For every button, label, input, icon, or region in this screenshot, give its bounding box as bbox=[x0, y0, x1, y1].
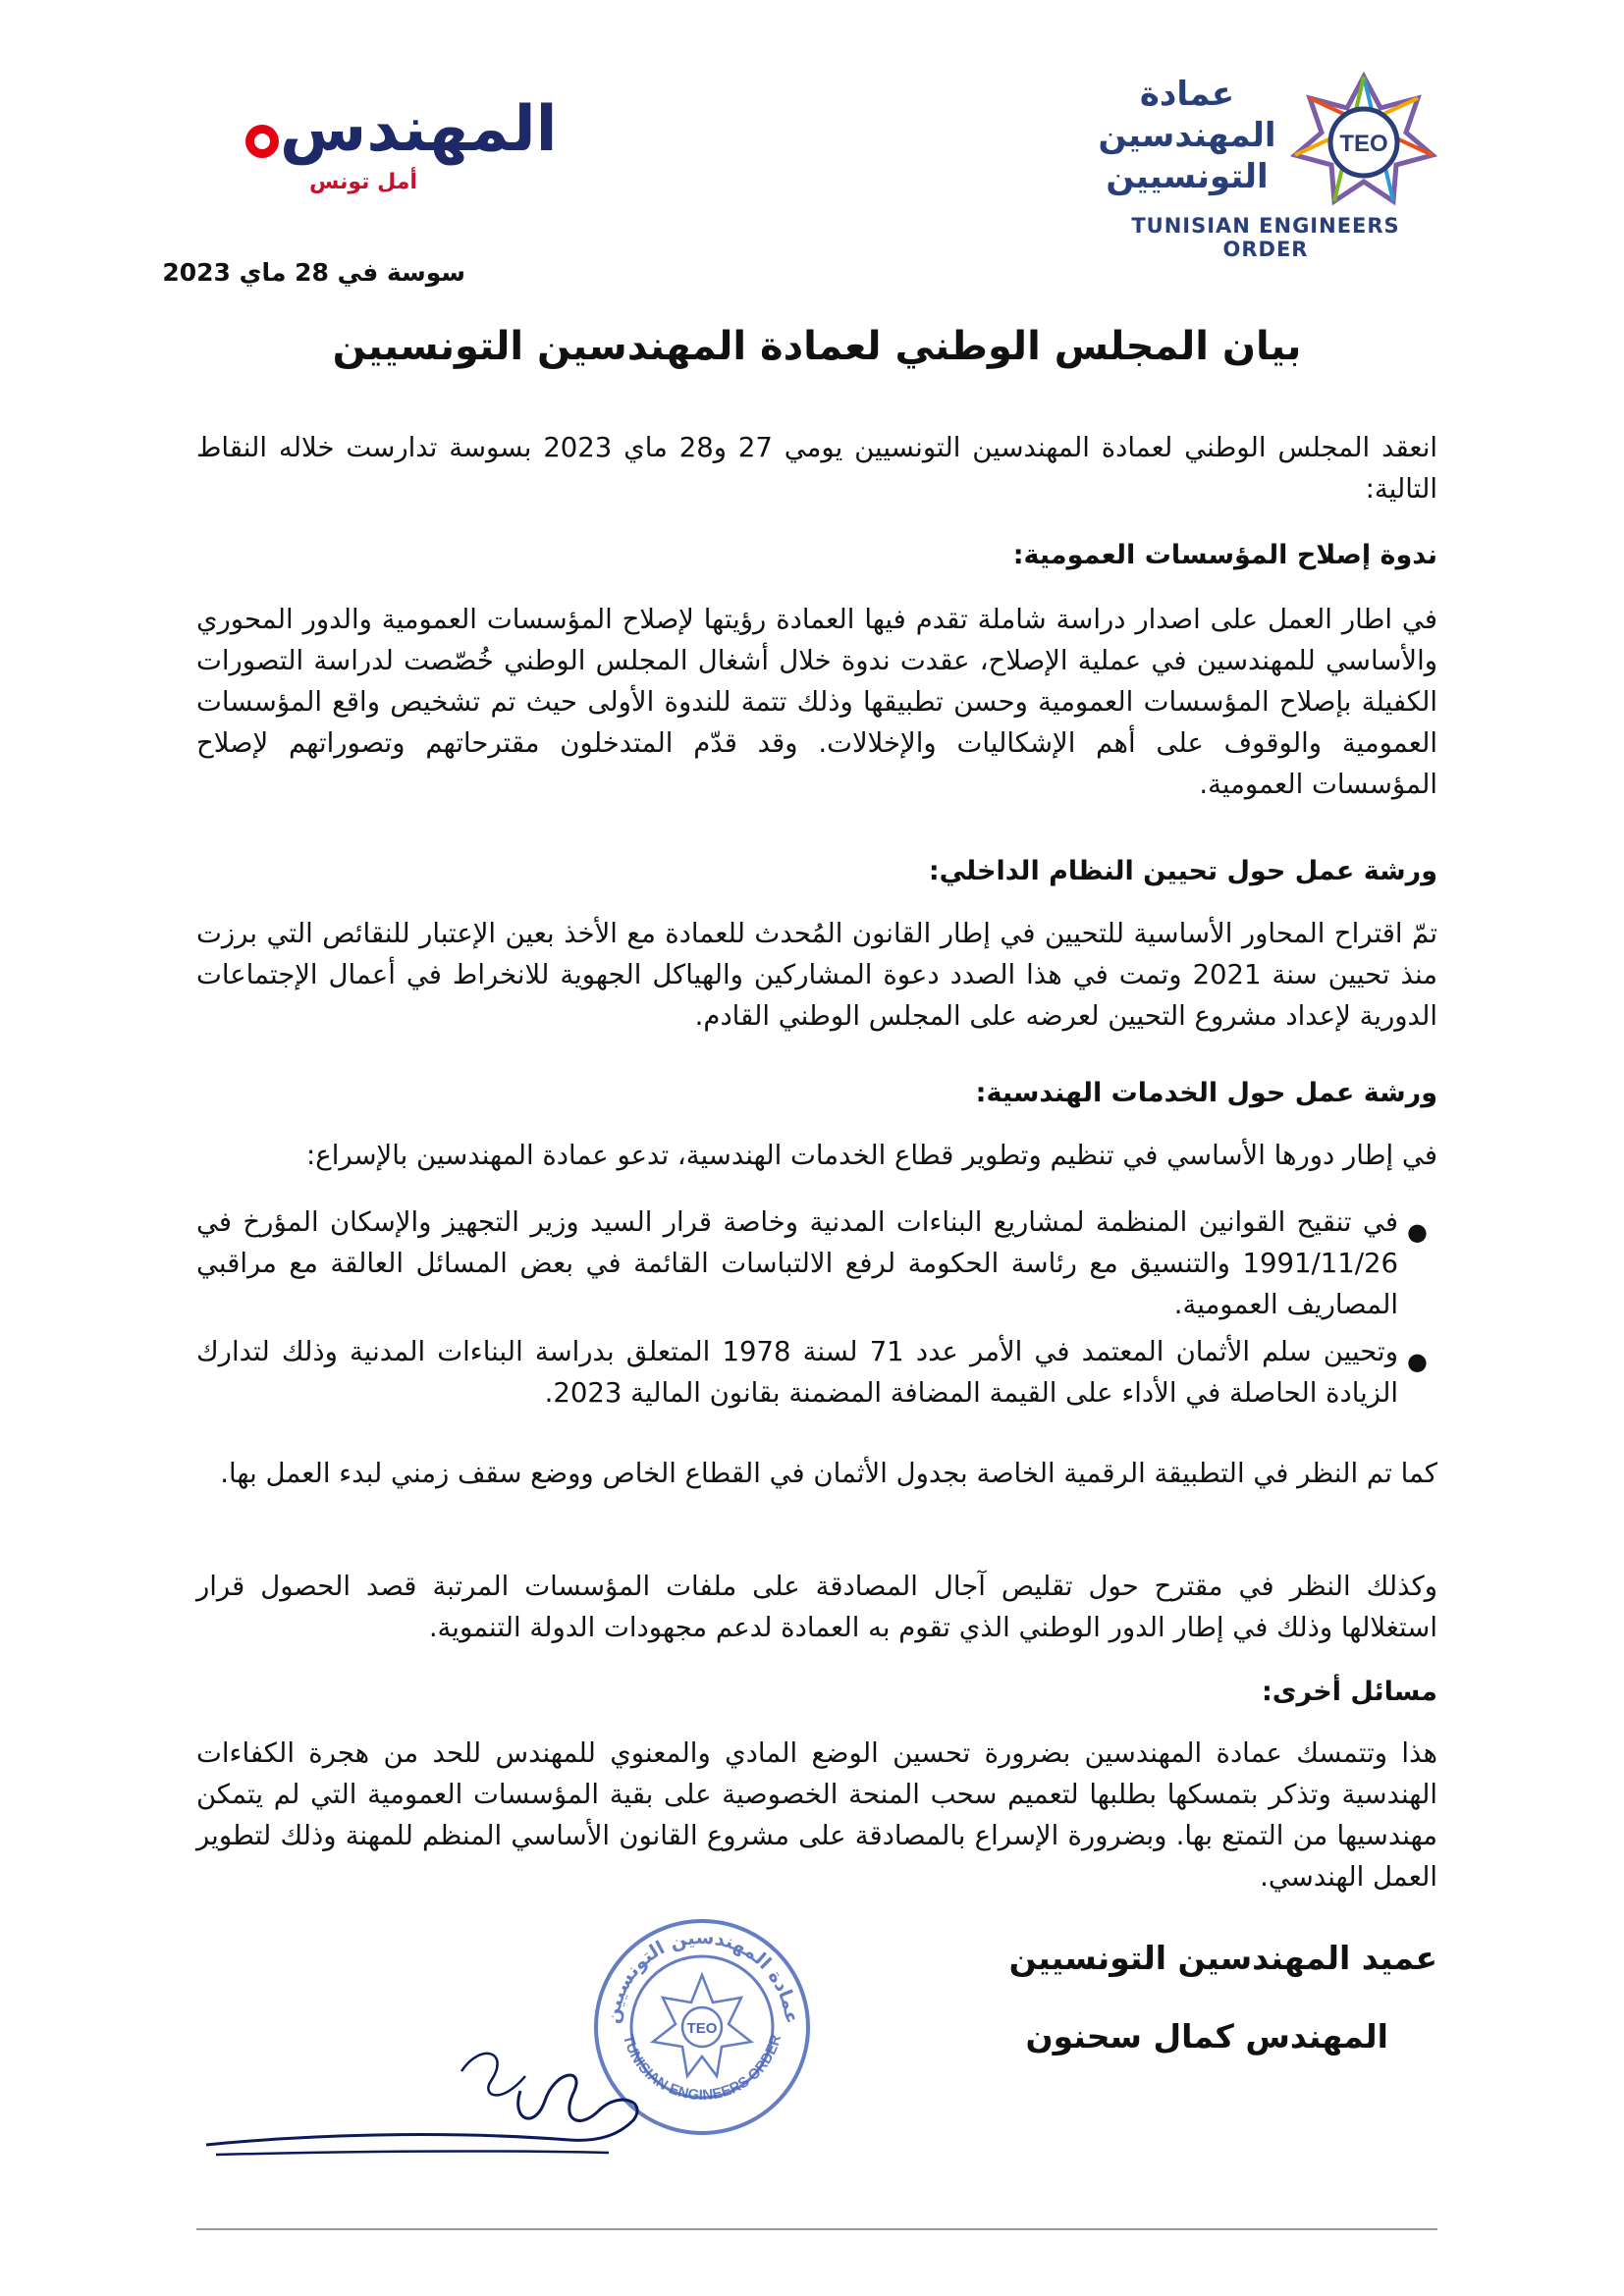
party-logo bbox=[241, 93, 558, 211]
section-heading-other-matters: مسائل أخرى: bbox=[1261, 1677, 1437, 1707]
document-title: بيان المجلس الوطني لعمادة المهندسين التونسيين bbox=[332, 324, 1302, 369]
teo-star-icon bbox=[1290, 69, 1437, 216]
teo-arabic-line1: عمادة bbox=[1139, 75, 1235, 114]
tunisia-flag-icon bbox=[245, 125, 279, 158]
list-item-text: في تنقيح القوانين المنظمة لمشاريع البناءات المدنية وخاصة قرار السيد وزير التجهيز والإسكان المؤرخ في 1991/11/26 والتنسيق مع رئاسة الحكومة لرفع الالتباسات القائمة في بعض المسائل العالقة مع مراقبي المصاريف العمومية. bbox=[196, 1206, 1398, 1320]
section-heading-public-enterprises: ندوة إصلاح المؤسسات العمومية: bbox=[1012, 540, 1437, 570]
teo-arabic-line2: المهندسين bbox=[1098, 116, 1276, 155]
teo-logo bbox=[1094, 59, 1437, 261]
signatory-name: المهندس كمال سحنون bbox=[1025, 2017, 1388, 2056]
section-text-internal-rules: تمّ اقتراح المحاور الأساسية للتحيين في إطار القانون المُحدث للعمادة مع الأخذ بعين الإعتبار للنقائص التي برزت منذ تحيين سنة 2021 وتمت في هذا الصدد دعوة المشاركين والهياكل الجهوية للانخراط في أعمال الإجتماعات الدورية لإعداد مشروع التحيين لعرضه على المجلس الوطني القادم. bbox=[196, 918, 1437, 1032]
party-name: المهندس bbox=[280, 93, 558, 166]
handwritten-signature bbox=[187, 1973, 677, 2169]
section-text-other-matters: هذا وتتمسك عمادة المهندسين بضرورة تحسين الوضع المادي والمعنوي للمهندس للحد من هجرة الكفاءات الهندسية وتذكر بتمسكها بطلبها لتعميم سحب المنحة الخصوصية على بقية المؤسسات العمومية التي لم يتمكن مهندسيها من التمتع بها. وبضرورة الإسراع بالمصادقة على مشروع القانون الأساسي المنظم للمهنة وذلك لتطوير العمل الهندسي. bbox=[196, 1737, 1437, 1893]
stamp-mark-text: TEO bbox=[686, 2020, 718, 2037]
section-heading-engineering-services: ورشة عمل حول الخدمات الهندسية: bbox=[975, 1078, 1437, 1108]
section-text-engineering-services: في إطار دورها الأساسي في تنظيم وتطوير قطاع الخدمات الهندسية، تدعو عمادة المهندسين بالإسراع: bbox=[306, 1140, 1437, 1171]
teo-english-name: TUNISIAN ENGINEERS ORDER bbox=[1131, 214, 1400, 261]
stamp-arabic-text: عمادة المهندسين التونسيين bbox=[601, 1926, 803, 2025]
teo-arabic-line3: التونسيين bbox=[1106, 157, 1269, 196]
list-item bbox=[196, 1331, 1437, 1414]
list-item-text: وتحيين سلم الأثمان المعتمد في الأمر عدد 71 لسنة 1978 المتعلق بدراسة البناءات المدنية وذلك لتدارك الزيادة الحاصلة في الأداء على القيمة المضافة المضمنة بقانون المالية 2023. bbox=[196, 1336, 1398, 1409]
bullet-icon: ● bbox=[1407, 1348, 1428, 1375]
document-date: سوسة في 28 ماي 2023 bbox=[162, 258, 465, 287]
teo-mark-text: TEO bbox=[1339, 131, 1388, 157]
intro-paragraph: انعقد المجلس الوطني لعمادة المهندسين التونسيين يومي 27 و28 ماي 2023 بسوسة تدارست خلاله النقاط التالية: bbox=[196, 432, 1437, 505]
stamp-english-text: TUNISIAN ENGINEERS ORDER bbox=[619, 2032, 785, 2105]
party-slogan: أمل تونس bbox=[309, 170, 417, 194]
list-item bbox=[196, 1201, 1437, 1325]
footer-divider bbox=[196, 2228, 1437, 2230]
digital-app-paragraph: كما تم النظر في التطبيقة الرقمية الخاصة بجدول الأثمان في القطاع الخاص ووضع سقف زمني لبدء العمل بها. bbox=[220, 1458, 1437, 1489]
engineering-services-list bbox=[196, 1201, 1437, 1419]
section-heading-internal-rules: ورشة عمل حول تحيين النظام الداخلي: bbox=[928, 856, 1437, 886]
teo-arabic-name bbox=[1094, 74, 1280, 197]
section-text-public-enterprises: في اطار العمل على اصدار دراسة شاملة تقدم فيها العمادة رؤيتها لإصلاح المؤسسات العمومية والدور المحوري والأساسي للمهندسين في عملية الإصلاح، عقدت ندوة خلال أشغال المجلس الوطني خُصّصت لدراسة التصورات الكفيلة بإصلاح المؤسسات العمومية وحسن تطبيقها وذلك تتمة للندوة الأولى حيث تم تشخيص واقع المؤسسات العمومية والوقوف على أهم الإشكاليات والإخلالات. وقد قدّم المتدخلون مقترحاتهم وتصوراتهم لإصلاح المؤسسات العمومية. bbox=[196, 604, 1437, 800]
bullet-icon: ● bbox=[1407, 1218, 1428, 1246]
signatory-title: عميد المهندسين التونسيين bbox=[1008, 1939, 1437, 1977]
approval-deadlines-paragraph: وكذلك النظر في مقترح حول تقليص آجال المصادقة على ملفات المؤسسات المرتبة قصد الحصول قرار استغلالها وذلك في إطار الدور الوطني الذي تقوم به العمادة لدعم مجهودات الدولة التنموية. bbox=[196, 1571, 1437, 1643]
